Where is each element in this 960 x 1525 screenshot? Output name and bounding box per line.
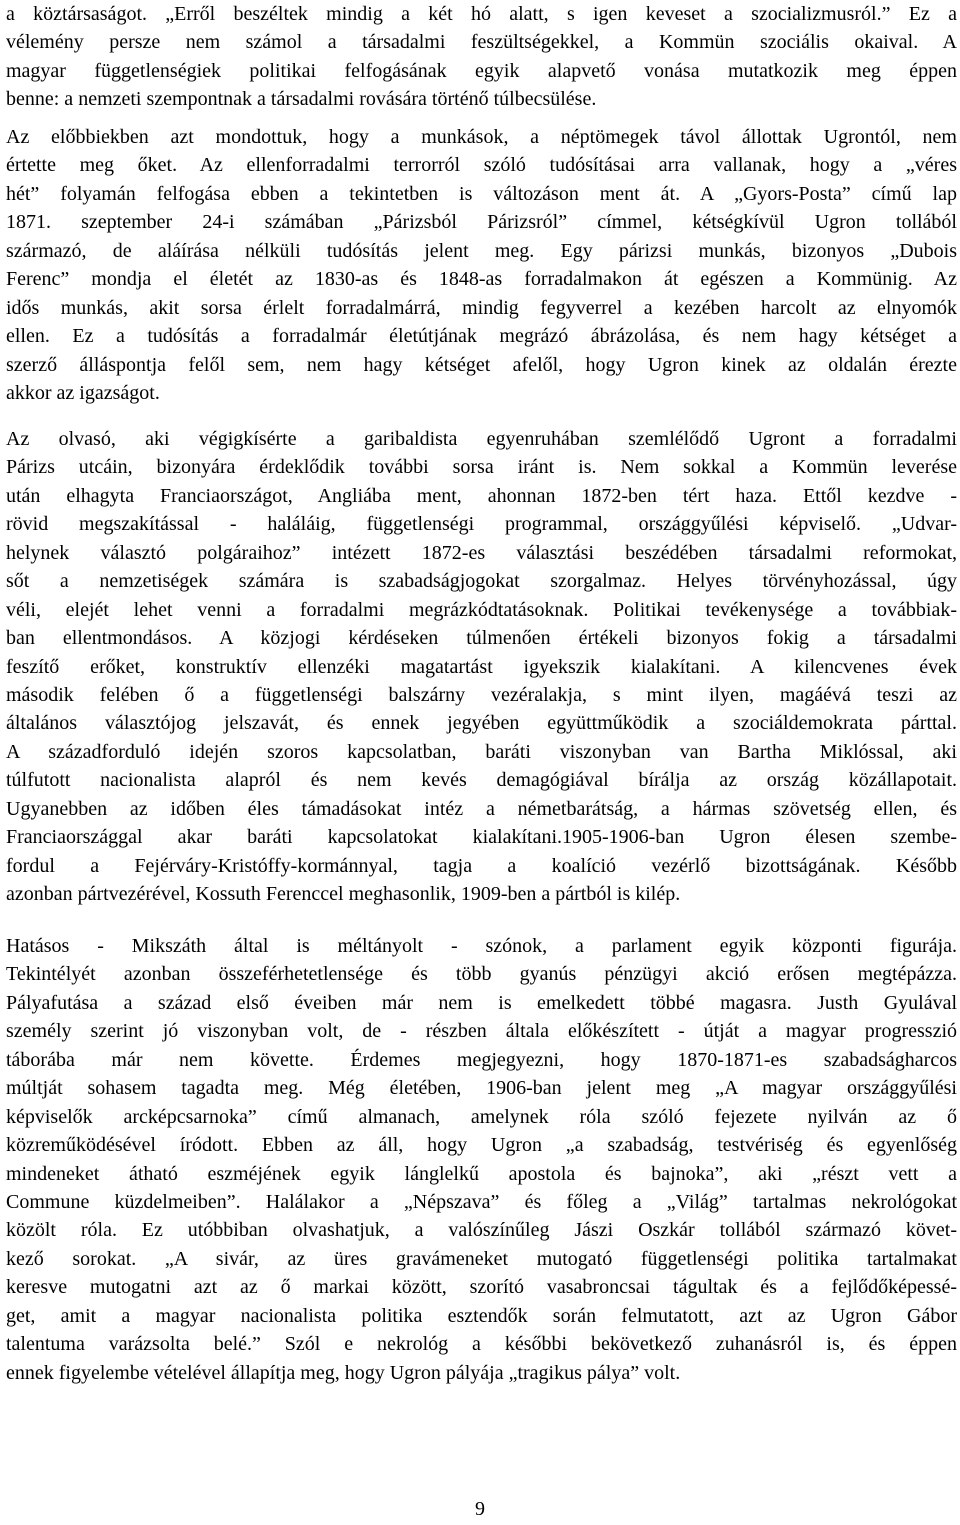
text-line: ennek figyelembe vételével állapítja meg, hogy Ugron pályája „tragikus pálya” volt. [6, 1361, 681, 1384]
text-line: fordul a Fejérváry-Kristóffy-kormánnyal, tagja a koalíció vezérlő bizottságának. Később [6, 854, 957, 877]
text-line: túlfutott nacionalista alapról és nem kevés demagógiával bírálja az ország közállapotait. [6, 769, 957, 792]
text-line: keresve mutogatni azt az ő markai között, szorító vasabroncsai tágultak és a fejlődőképessé- [6, 1276, 957, 1299]
text-line: után elhagyta Franciaországot, Angliába ment, ahonnan 1872-ben tért haza. Ettől kezdve - [6, 484, 957, 507]
text-line: A századforduló idején szoros kapcsolatban, baráti viszonyban van Bartha Miklóssal, aki [6, 740, 957, 763]
text-line: magyar függetlenségiek politikai felfogásának egyik alapvető vonása mutatkozik meg éppen [6, 59, 957, 82]
text-line: helynek választó polgáraihoz” intézett 1872-es választási beszédében társadalmi reformokat, [6, 541, 957, 564]
page-number: 9 [475, 1498, 485, 1520]
text-line: ellen. Ez a tudósítás a forradalmár életútjának megrázó ábrázolása, és nem hagy kétséget a [6, 325, 957, 348]
text-line: Pályafutása a század első éveiben már nem is emelkedett többé magasra. Justh Gyulával [6, 991, 957, 1014]
text-line: Párizs utcáin, bizonyára érdeklődik további sorsa iránt is. Nem sokkal a Kommün leverése [6, 456, 957, 479]
text-line: Hatásos - Mikszáth által is méltányolt - szónok, a parlament egyik központi figurája. [6, 935, 957, 957]
paragraph [6, 123, 957, 407]
text-line: múltját sohasem tagadta meg. Még életében, 1906-ban jelent meg „A magyar országgyűlési [6, 1077, 957, 1100]
text-line: második felében ő a függetlenségi balszárny vezéralakja, s mint ilyen, magáévá teszi az [6, 683, 957, 706]
text-line: Tekintélyét azonban összeférhetetlensége és több gyanús pénzügyi akció erősen megtépázza. [6, 963, 957, 986]
text-line: kező sorokat. „A sivár, az üres gravámeneket mutogató függetlenségi politika tartalmakat [6, 1247, 957, 1270]
text-line: Ugyanebben az időben éles támadásokat intéz a németbarátság, a hármas szövetség ellen, és [6, 797, 957, 820]
text-line: mindeneket átható eszméjének egyik lánglelkű apostola és bajnoka”, aki „részt vett a [6, 1162, 957, 1185]
text-line: közreműködésével íródott. Ebben az áll, hogy Ugron „a szabadság, testvériség és egyenlőség [6, 1134, 957, 1157]
text-line: hét” folyamán felfogása ebben a tekintetben is változáson ment át. A „Gyors-Posta” című lap [6, 182, 957, 205]
text-line: véli, elejét lehet venni a forradalmi megrázkódtatásoknak. Politikai tevékenysége a továbbiak- [6, 598, 957, 621]
text-line: képviselők arcképcsarnoka” című almanach, amelynek róla szóló fejezete nyilván az ő [6, 1105, 957, 1128]
text-line: rövid megszakítással - haláláig, függetlenségi programmal, országgyűlési képviselő. „Udvar- [6, 513, 957, 536]
text-line: személy szerint jó viszonyban volt, de - részben általa előkészített - útját a magyar progresszió [6, 1020, 957, 1043]
text-line: ban ellentmondásos. A közjogi kérdéseken túlmenően értékeli bizonyos fokig a társadalmi [6, 627, 957, 650]
text-line: szerző álláspontja felől sem, nem hagy kétséget afelől, hogy Ugron kinek az oldalán érezte [6, 353, 957, 376]
text-line: általános választójog jelszavát, és ennek jegyében együttműködik a szociáldemokrata párttal. [6, 712, 957, 735]
paragraph [6, 425, 957, 908]
text-line: származó, de aláírása nélküli tudósítás jelent meg. Egy párizsi munkás, bizonyos „Dubois [6, 239, 957, 262]
paragraph [6, 932, 957, 1387]
text-line: táborába már nem követte. Érdemes megjegyezni, hogy 1870-1871-es szabadságharcos [6, 1048, 957, 1071]
text-line: feszítő erőket, konstruktív ellenzéki magatartást igyekszik kialakítani. A kilencvenes évek [6, 655, 957, 678]
text-line: sőt a nemzetiségek számára is szabadságjogokat szorgalmaz. Helyes törvényhozással, úgy [6, 570, 957, 593]
text-line: értette meg őket. Az ellenforradalmi terrorról szóló tudósításai arra vallanak, hogy a „véres [6, 154, 957, 177]
text-line: akkor az igazságot. [6, 381, 160, 404]
text-line: talentuma varázsolta belé.” Szól e nekrológ a későbbi bekövetkező zuhanásról is, és éppen [6, 1333, 957, 1356]
text-line: idős munkás, akit sorsa érlelt forradalmárrá, mindig fegyverrel a kezében harcolt az elnyomók [6, 296, 957, 319]
text-line: Az olvasó, aki végigkísérte a garibaldista egyenruhában szemlélődő Ugront a forradalmi [6, 428, 957, 450]
paragraph [6, 0, 957, 114]
text-line: get, amit a magyar nacionalista politika esztendők során felmutatott, azt az Ugron Gábor [6, 1304, 957, 1327]
text-line: Commune küzdelmeiben”. Halálakor a „Népszava” és főleg a „Világ” tartalmas nekrológokat [6, 1190, 957, 1213]
text-line: Az előbbiekben azt mondottuk, hogy a munkások, a néptömegek távol állottak Ugrontól, nem [6, 126, 957, 148]
text-line: 1871. szeptember 24-i számában „Párizsból Párizsról” címmel, kétségkívül Ugron tollából [6, 211, 957, 234]
text-line: benne: a nemzeti szempontnak a társadalmi rovására történő túlbecsülése. [6, 88, 597, 111]
text-line: Ferenc” mondja el életét az 1830-as és 1848-as forradalmakon át egészen a Kommünig. Az [6, 268, 957, 291]
text-line: a köztársaságot. „Erről beszéltek mindig a két hó alatt, s igen keveset a szocializmusról.” Ez a [6, 3, 957, 25]
text-line: azonban pártvezérével, Kossuth Ferenccel meghasonlik, 1909-ben a pártból is kilép. [6, 883, 681, 905]
text-line: vélemény persze nem számol a társadalmi feszültségekkel, a Kommün szociális okaival. A [6, 31, 957, 54]
text-line: Franciaországgal akar baráti kapcsolatokat kialakítani.1905-1906-ban Ugron élesen szembe- [6, 826, 957, 849]
text-line: közölt róla. Ez utóbbiban olvashatjuk, a valószínűleg Jászi Oszkár tollából származó követ- [6, 1219, 957, 1242]
